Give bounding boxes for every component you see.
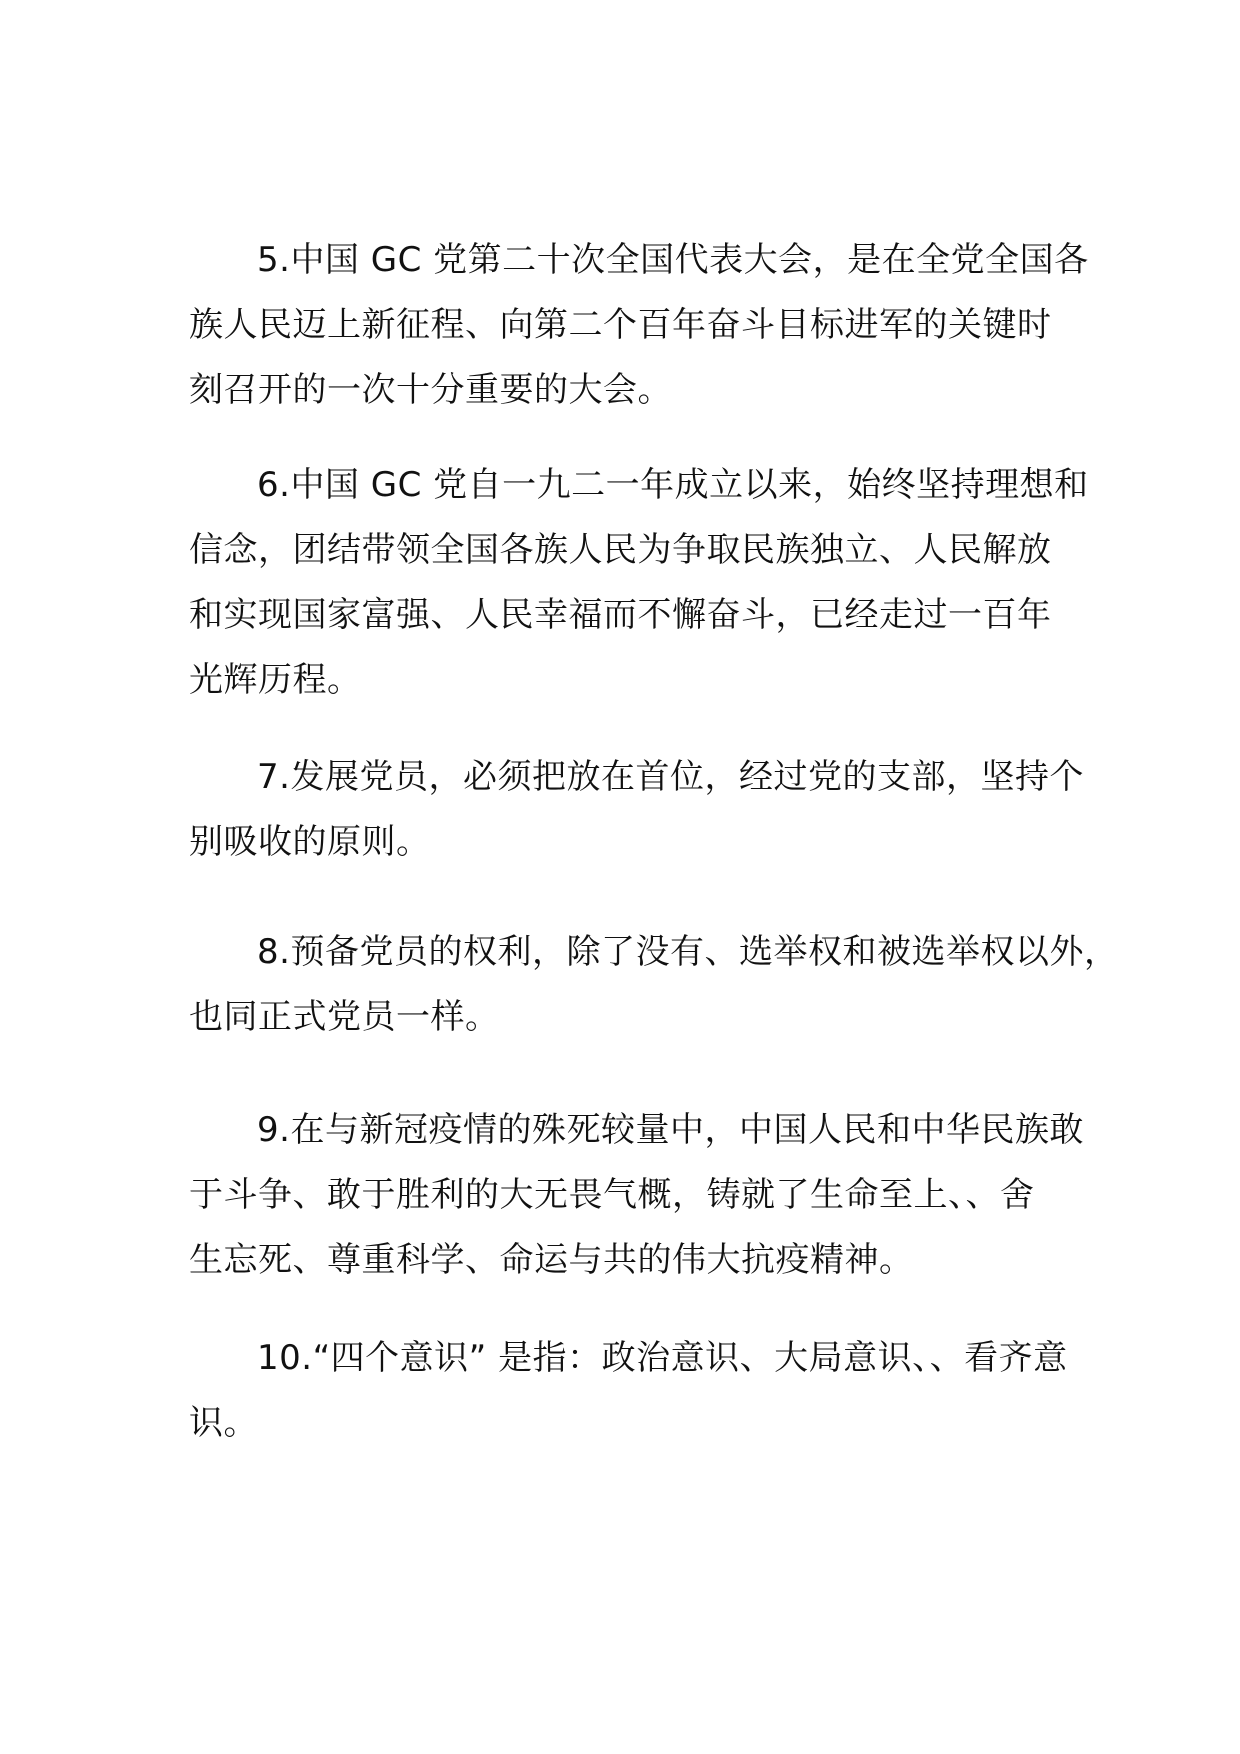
question-line: 也同正式党员一样。 [189, 997, 500, 1037]
question-line: 和实现国家富强、人民幸福而不懈奋斗，已经走过一百年 [189, 595, 1052, 635]
question-9 [189, 1098, 1084, 1293]
question-line: 刻召开的一次十分重要的大会。 [189, 370, 672, 410]
question-line: 于斗争、敢于胜利的大无畏气概，铸就了生命至上、、舍 [189, 1175, 1035, 1215]
question-line: 生忘死、尊重科学、命运与共的伟大抗疫精神。 [189, 1240, 914, 1280]
question-line: 光辉历程。 [189, 660, 362, 700]
question-line: 别吸收的原则。 [189, 822, 431, 862]
question-line: 8.预备党员的权利，除了没有、选举权和被选举权以外， [257, 932, 1119, 972]
question-6 [189, 453, 1089, 713]
question-line: 识。 [189, 1403, 258, 1443]
question-line: 9.在与新冠疫情的殊死较量中，中国人民和中华民族敢 [257, 1110, 1084, 1150]
question-line: 5.中国 GC 党第二十次全国代表大会，是在全党全国各 [257, 240, 1089, 280]
question-line: 7.发展党员，必须把放在首位，经过党的支部，坚持个 [257, 757, 1084, 797]
question-line: 10.“四个意识” 是指：政治意识、大局意识、、看齐意 [257, 1338, 1068, 1378]
question-line: 6.中国 GC 党自一九二一年成立以来，始终坚持理想和 [257, 465, 1089, 505]
question-line: 信念，团结带领全国各族人民为争取民族独立、人民解放 [189, 530, 1052, 570]
question-7 [189, 745, 1084, 875]
question-5 [189, 228, 1089, 423]
question-8 [189, 920, 1119, 1050]
question-10 [189, 1326, 1069, 1456]
question-line: 族人民迈上新征程、向第二个百年奋斗目标进军的关键时 [189, 305, 1052, 345]
